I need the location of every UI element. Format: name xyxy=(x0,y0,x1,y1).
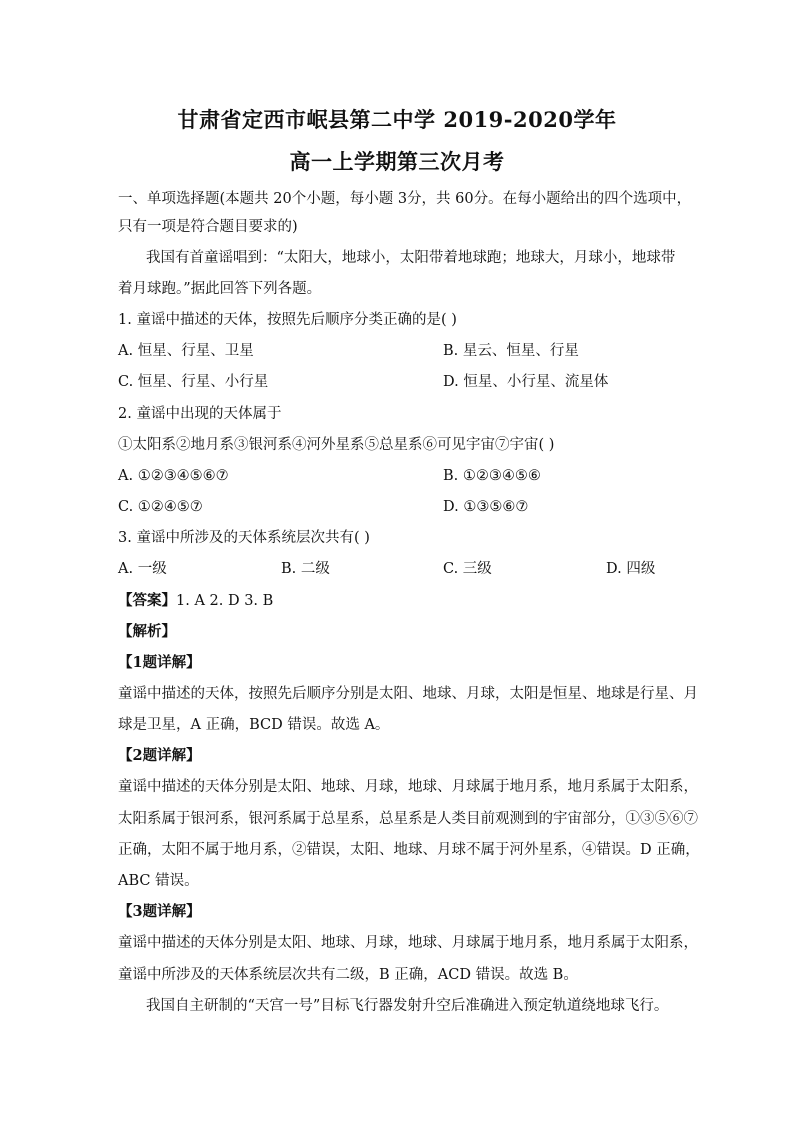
q1-analysis-line1: 童谣中描述的天体，按照先后顺序分别是太阳、地球、月球，太阳是恒星、地球是行星、月 xyxy=(118,686,698,702)
question-1-option-d: D. 恒星、小行星、流星体 xyxy=(443,374,609,390)
question-2-option-c: C. ①②④⑤⑦ xyxy=(118,499,203,515)
q3-analysis-label: 【3题详解】 xyxy=(118,903,201,920)
answer-text: 1. A 2. D 3. B xyxy=(176,593,274,609)
question-3-option-c: C. 三级 xyxy=(443,561,492,577)
passage1-line1: 我国有首童谣唱到：“太阳大，地球小，太阳带着地球跑；地球大，月球小，地球带 xyxy=(146,250,676,266)
q1-analysis-label: 【1题详解】 xyxy=(118,654,201,671)
question-1-option-b: B. 星云、恒星、行星 xyxy=(443,343,579,359)
answer-label: 【答案】 xyxy=(118,592,176,609)
analysis-label: 【解析】 xyxy=(118,623,176,640)
document-title-line2: 高一上学期第三次月考 xyxy=(289,149,505,174)
question-2-option-d: D. ①③⑤⑥⑦ xyxy=(443,499,529,515)
question-2-option-b: B. ①②③④⑤⑥ xyxy=(443,468,541,484)
question-1-stem: 1. 童谣中描述的天体，按照先后顺序分类正确的是( ) xyxy=(118,312,457,328)
q2-analysis-line4: ABC 错误。 xyxy=(118,873,199,889)
question-1-option-a: A. 恒星、行星、卫星 xyxy=(118,343,254,359)
q2-analysis-line2: 太阳系属于银河系，银河系属于总星系，总星系是人类目前观测到的宇宙部分，①③⑤⑥⑦ xyxy=(118,811,698,827)
question-3-option-a: A. 一级 xyxy=(118,561,167,577)
passage1-line2: 着月球跑。”据此回答下列各题。 xyxy=(118,281,322,297)
q2-analysis-label: 【2题详解】 xyxy=(118,747,201,764)
section-heading-line2: 只有一项是符合题目要求的) xyxy=(118,219,298,235)
q3-analysis-line2: 童谣中所涉及的天体系统层次共有二级，B 正确，ACD 错误。故选 B。 xyxy=(118,967,578,983)
document-title-line1: 甘肃省定西市岷县第二中学 2019-2020学年 xyxy=(177,107,617,132)
answer-row xyxy=(118,591,273,611)
question-3-option-d: D. 四级 xyxy=(606,561,656,577)
question-3-option-b: B. 二级 xyxy=(281,561,330,577)
q2-analysis-line1: 童谣中描述的天体分别是太阳、地球、月球，地球、月球属于地月系，地月系属于太阳系， xyxy=(118,779,698,795)
question-3-stem: 3. 童谣中所涉及的天体系统层次共有( ) xyxy=(118,530,370,546)
q2-analysis-line3: 正确，太阳不属于地月系，②错误，太阳、地球、月球不属于河外星系，④错误。D 正确， xyxy=(118,842,700,858)
section-heading-line1: 一、单项选择题(本题共 20个小题，每小题 3分，共 60分。在每小题给出的四个选项中， xyxy=(118,191,692,207)
question-2-option-a: A. ①②③④⑤⑥⑦ xyxy=(118,468,229,484)
q3-analysis-line1: 童谣中描述的天体分别是太阳、地球、月球，地球、月球属于地月系，地月系属于太阳系， xyxy=(118,935,698,951)
question-2-stem: 2. 童谣中出现的天体属于 xyxy=(118,406,282,422)
q1-analysis-line2: 球是卫星，A 正确，BCD 错误。故选 A。 xyxy=(118,717,390,733)
question-1-option-c: C. 恒星、行星、小行星 xyxy=(118,374,269,390)
passage2-line1: 我国自主研制的“天宫一号”目标飞行器发射升空后准确进入预定轨道绕地球飞行。 xyxy=(146,998,669,1014)
question-2-stem-choices: ①太阳系②地月系③银河系④河外星系⑤总星系⑥可见宇宙⑦宇宙( ) xyxy=(118,437,555,453)
